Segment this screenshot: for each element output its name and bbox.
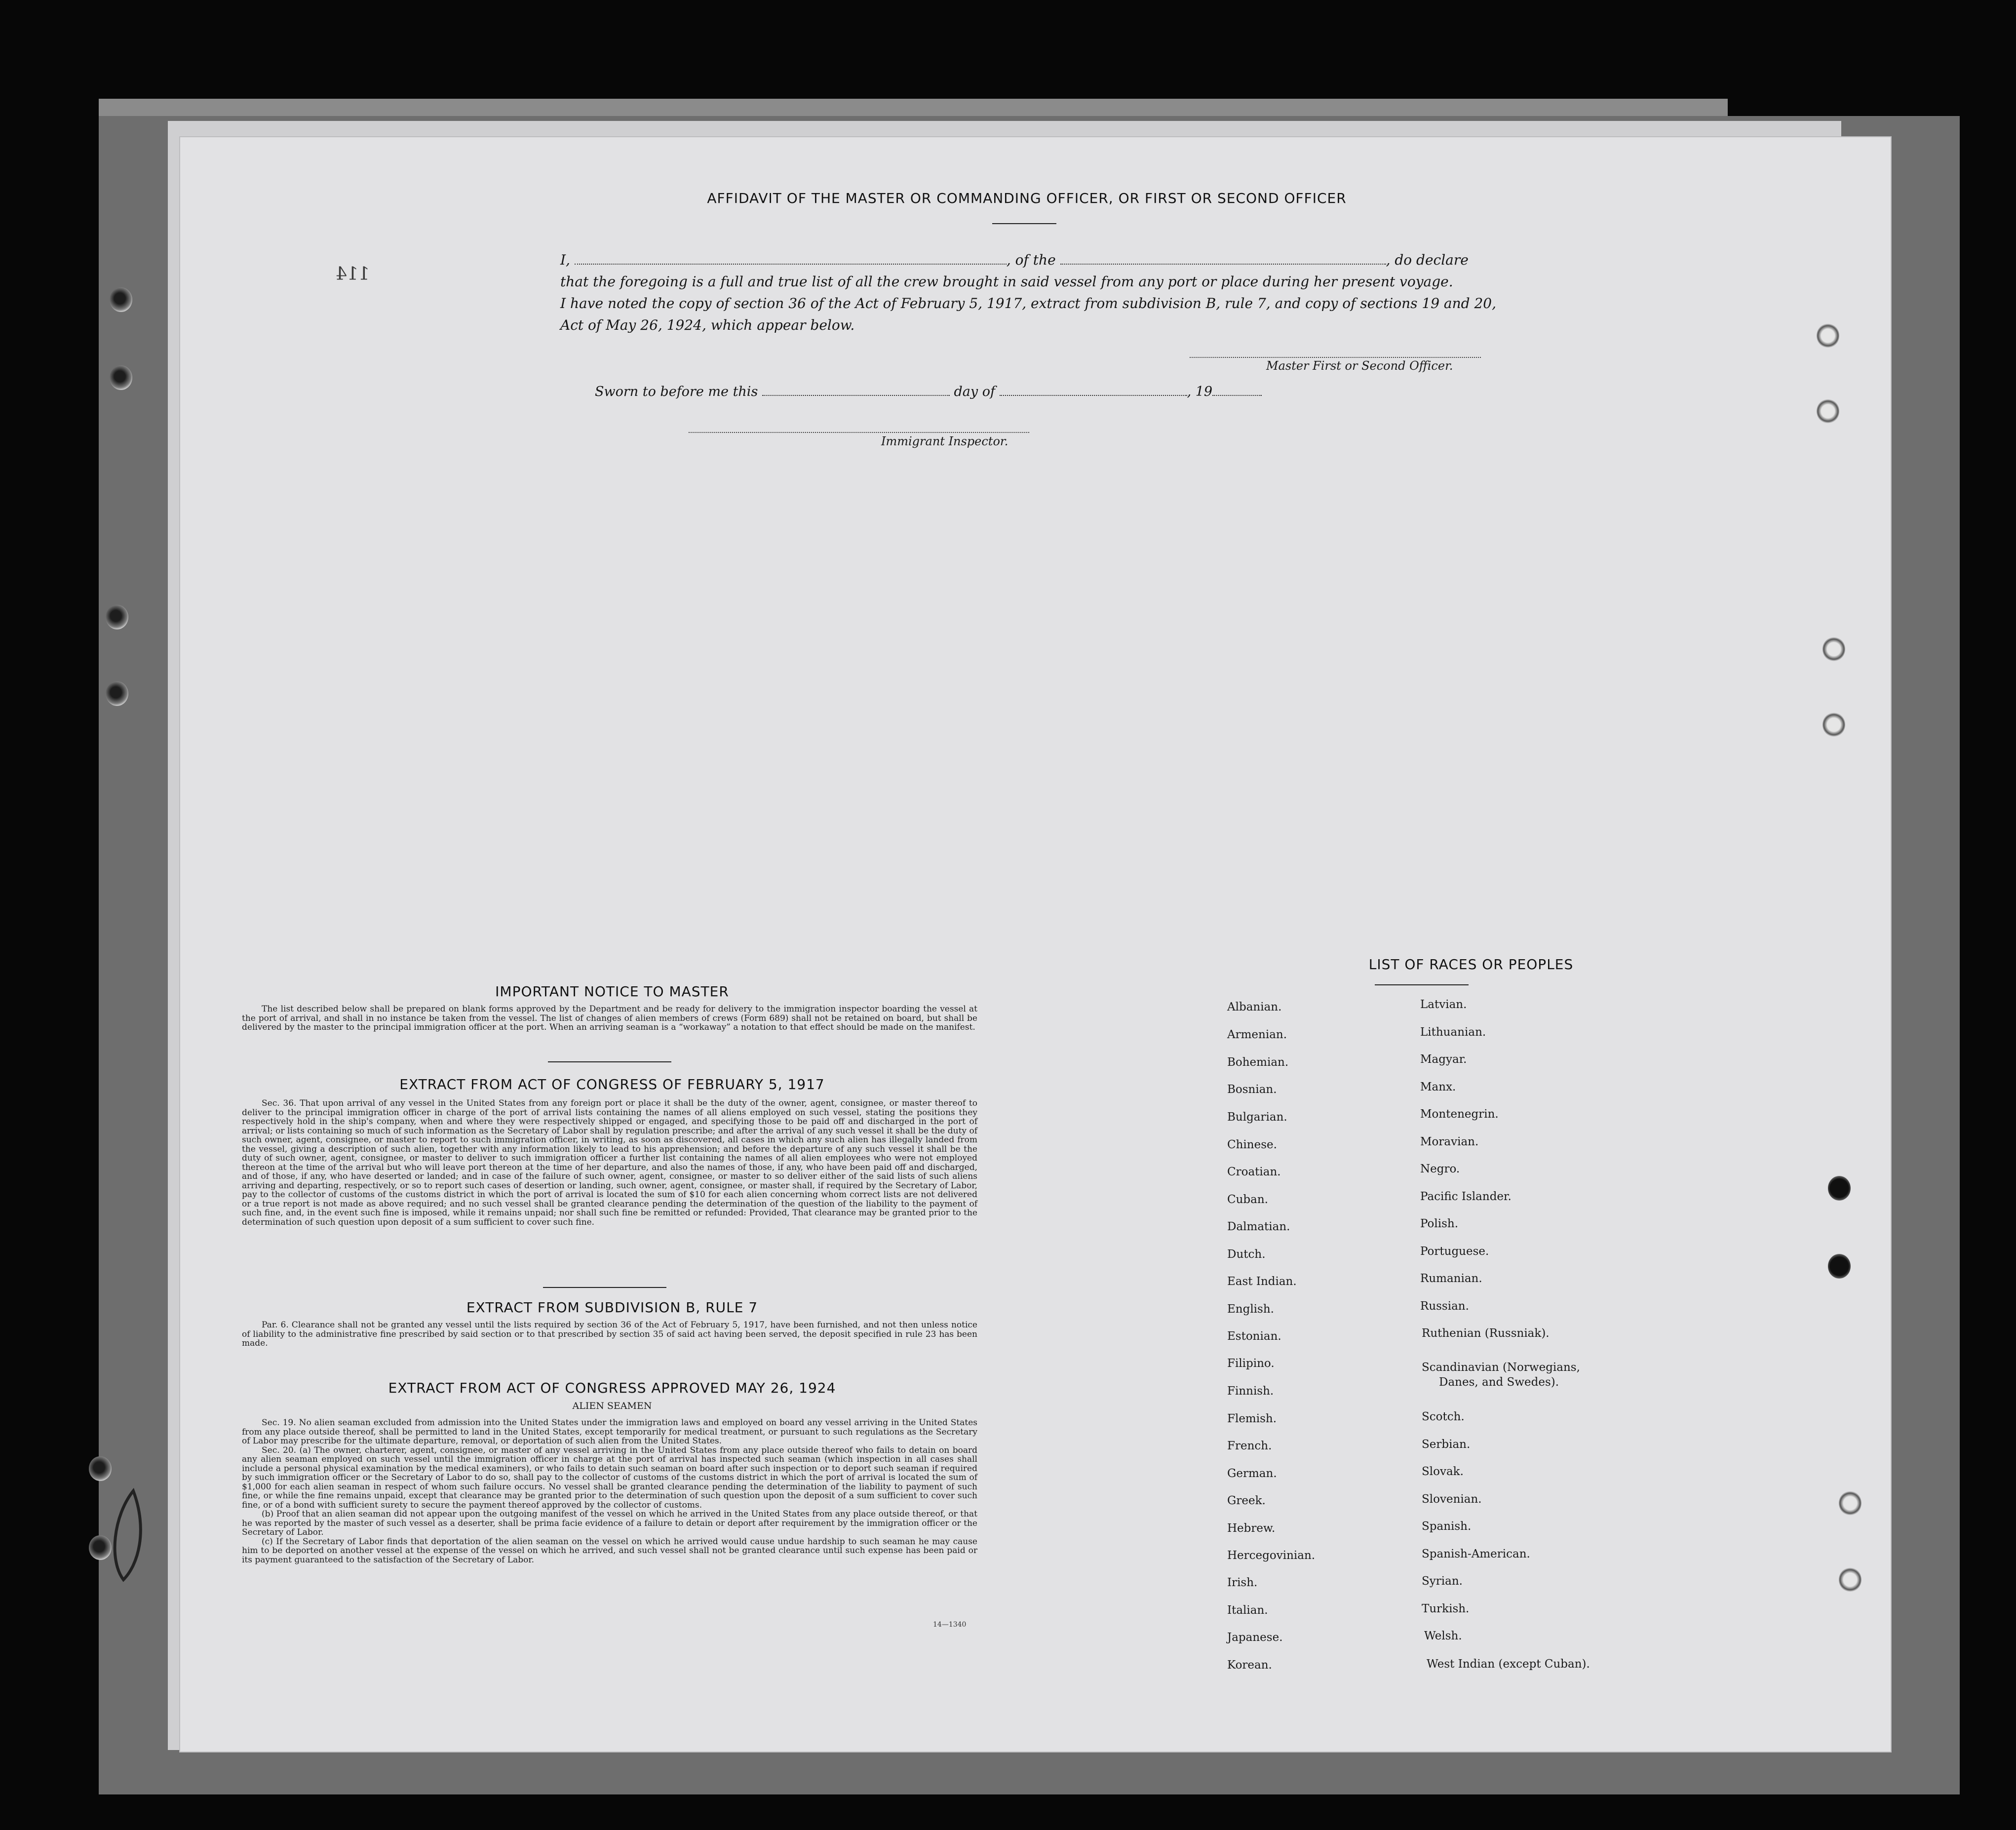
race-item: Dalmatian. xyxy=(1227,1220,1290,1233)
race-item: Serbian. xyxy=(1422,1438,1471,1451)
alien-seamen-subtitle: ALIEN SEAMEN xyxy=(572,1401,652,1411)
inspector-label: Immigrant Inspector. xyxy=(881,434,1008,448)
inspector-signature-line[interactable] xyxy=(689,432,1029,433)
declaration-i: I, xyxy=(560,252,570,268)
declaration-of-the: , of the xyxy=(1006,252,1056,268)
race-item: Albanian. xyxy=(1227,1001,1282,1013)
declaration-line-4: Act of May 26, 1924, which appear below. xyxy=(560,317,855,333)
race-item: Latvian. xyxy=(1420,998,1467,1011)
declaration-line-3: I have noted the copy of section 36 of the Act of February 5, 1917, extract from subdivision B, rule 7, and copy of sections 19 and 20, xyxy=(560,295,1497,311)
race-item: Greek. xyxy=(1227,1494,1266,1507)
sworn-month-field[interactable] xyxy=(1000,387,1187,396)
race-item: Filipino. xyxy=(1227,1357,1275,1370)
vessel-field[interactable] xyxy=(1060,255,1386,265)
binding-hole xyxy=(1828,1254,1851,1279)
binding-hole xyxy=(1822,712,1845,737)
race-item: Scotch. xyxy=(1422,1410,1465,1423)
race-item: Bosnian. xyxy=(1227,1083,1277,1096)
affidavit-declaration xyxy=(560,249,1498,336)
rule7-text xyxy=(242,1321,977,1348)
race-item: Spanish. xyxy=(1422,1520,1472,1533)
binding-hole xyxy=(1817,323,1839,348)
race-item: Irish. xyxy=(1227,1576,1258,1589)
declaration-line-1 xyxy=(560,249,1498,271)
sworn-line xyxy=(595,384,1262,399)
race-item: Negro. xyxy=(1420,1163,1460,1175)
declaration-do-declare: , do declare xyxy=(1386,252,1469,268)
form-number: 14—1340 xyxy=(933,1621,967,1629)
binding-hole xyxy=(110,287,132,312)
extract-1917-title: EXTRACT FROM ACT OF CONGRESS OF FEBRUARY 5, 1917 xyxy=(399,1076,825,1092)
race-item: Italian. xyxy=(1227,1604,1268,1617)
binding-hole xyxy=(106,681,128,706)
race-item: Montenegrin. xyxy=(1420,1108,1499,1121)
binding-hole xyxy=(106,605,128,629)
race-item: Turkish. xyxy=(1422,1602,1470,1615)
extract-1924-text xyxy=(242,1418,977,1564)
sec20a-paragraph: Sec. 20. (a) The owner, charterer, agent, consignee, or master of any vessel arriving in the United States from any place outside thereof who fails to detain on board any alien seaman employed on such vessel until the immigration officer in charge at the port of arrival has inspected such seaman (which inspection in all cases shall include a personal physical examination by the medical examiners), or who fails to detain such seaman on board after such inspection or to deport such seaman if required by such immigration officer or the Secretary of Labor to do so, shall pay to the collector of customs of the customs district in which the port of arrival is located the sum of $1,000 for each alien seaman in respect of whom such failure occurs. No vessel shall be granted clearance pending the determination of the liability to payment of such fine, or while the fine remains unpaid, except that clearance may be granted prior to the determination of such question upon the deposit of a sum sufficient to cover such fine, or of a bond with sufficient surety to secure the payment thereof approved by the collector of customs. xyxy=(242,1445,977,1510)
race-item: Welsh. xyxy=(1424,1630,1462,1642)
race-item: Spanish-American. xyxy=(1422,1548,1530,1560)
folio-number: 114 xyxy=(336,264,370,284)
race-item: West Indian (except Cuban). xyxy=(1427,1658,1590,1671)
race-item: Slovak. xyxy=(1422,1465,1464,1478)
binding-hole xyxy=(110,365,132,390)
race-item: Moravian. xyxy=(1420,1135,1479,1148)
title-rule xyxy=(992,223,1056,224)
race-item: Slovenian. xyxy=(1422,1493,1482,1506)
extract-1917-text xyxy=(242,1099,977,1227)
extract-1917-paragraph: Sec. 36. That upon arrival of any vessel in the United States from any foreign port or place it shall be the duty of the owner, agent, consignee, or master thereof to deliver to the principal immigration officer in charge of the port of arrival lists containing the names of all aliens employed on such vessel, stating the positions they respectively hold in the ship's company, when and where they were respectively shipped or engaged, and specifying those to be paid off and discharged in the port of arrival; or lists containing so much of such information as the Secretary of Labor shall by regulation prescribe; and after the arrival of any such vessel it shall be the duty of such owner, agent, consignee, or master to report to such immigration officer, in writing, as soon as discovered, all cases in which any such alien has illegally landed from the vessel, giving a description of such alien, together with any information likely to lead to his apprehension; and before the departure of any such vessel it shall be the duty of such owner, agent, consignee, or master to deliver to such immigration officer a further list containing the names of all alien employees who were not employed thereon at the time of the arrival but who will leave port thereon at the time of her departure, and also the names of those, if any, who have been paid off and discharged, and of those, if any, who have deserted or landed; and in case of the failure of such owner, agent, consignee, or master to so deliver either of the said lists of such aliens arriving and departing, respectively, or so to report such cases of desertion or landing, such owner, agent, consignee, or master shall, if required by the Secretary of Labor, pay to the collector of customs of the customs district in which the port of arrival is located the sum of $10 for each alien concerning whom correct lists are not delivered or a true report is not made as above required; and no such vessel shall be granted clearance pending the determination of the question of the liability to the payment of such fine, and, in the event such fine is imposed, while it remains unpaid; nor shall such fine be remitted or refunded: Provided, That clearance may be granted prior to the determination of such question upon deposit of a sum sufficient to cover such fine. xyxy=(242,1098,977,1227)
races-title-rule xyxy=(1375,984,1469,985)
race-item: Armenian. xyxy=(1227,1028,1287,1041)
race-item: Hebrew. xyxy=(1227,1522,1276,1535)
name-field[interactable] xyxy=(575,255,1007,265)
race-item: Ruthenian (Russniak). xyxy=(1422,1327,1550,1340)
race-item: Lithuanian. xyxy=(1420,1026,1486,1039)
master-signature-line[interactable] xyxy=(1190,357,1481,358)
race-item: Bulgarian. xyxy=(1227,1111,1287,1124)
sworn-day-field[interactable] xyxy=(762,387,950,396)
rule7-title: EXTRACT FROM SUBDIVISION B, RULE 7 xyxy=(466,1299,758,1316)
affidavit-title: AFFIDAVIT OF THE MASTER OR COMMANDING OFFICER, OR FIRST OR SECOND OFFICER xyxy=(707,190,1347,206)
binding-hole xyxy=(1822,637,1845,662)
race-item: Portuguese. xyxy=(1420,1245,1489,1258)
binding-hole xyxy=(1839,1567,1861,1592)
section-rule xyxy=(543,1287,666,1288)
race-item: Dutch. xyxy=(1227,1248,1266,1261)
master-signature-label: Master First or Second Officer. xyxy=(1266,359,1453,373)
sworn-day-label: day of xyxy=(954,384,995,399)
race-item: Danes, and Swedes). xyxy=(1439,1376,1559,1389)
sec19-paragraph: Sec. 19. No alien seaman excluded from admission into the United States under the immigration laws and employed on board any vessel arriving in the United States from any place outside thereof, shall be permitted to land in the United States, except temporarily for medical treatment, or pursuant to such regulations as the Secretary of Labor may prescribe for the ultimate departure, removal, or deportation of such alien from the United States. xyxy=(242,1418,977,1446)
notice-text xyxy=(242,1005,977,1032)
extract-1924-title: EXTRACT FROM ACT OF CONGRESS APPROVED MAY 26, 1924 xyxy=(388,1380,836,1396)
notice-paragraph: The list described below shall be prepared on blank forms approved by the Department and be ready for delivery to the immigration inspector boarding the vessel at the port of arrival, and shall in no instance be taken from the vessel. The list of changes of alien members of crews (Form 689) shall not be retained on board, but shall be delivered by the master to the principal immigration officer at the port. When an arriving seaman is a “workaway” a notation to that effect should be made on the manifest. xyxy=(242,1004,977,1032)
race-item: Cuban. xyxy=(1227,1193,1268,1206)
declaration-line-2: that the foregoing is a full and true list of all the crew brought in said vessel from any port or place during her present voyage. xyxy=(560,273,1453,290)
binding-hole xyxy=(1817,399,1839,424)
race-item: Croatian. xyxy=(1227,1166,1281,1178)
notice-title: IMPORTANT NOTICE TO MASTER xyxy=(495,983,729,1000)
section-rule xyxy=(548,1061,671,1062)
race-item: Magyar. xyxy=(1420,1053,1467,1066)
race-item: Finnish. xyxy=(1227,1385,1274,1398)
race-item: French. xyxy=(1227,1440,1272,1452)
race-item: Chinese. xyxy=(1227,1138,1277,1151)
race-item: Scandinavian (Norwegians, xyxy=(1422,1361,1580,1374)
race-item: Estonian. xyxy=(1227,1330,1281,1343)
pencil-mark xyxy=(104,1486,163,1590)
binding-hole xyxy=(1828,1176,1851,1201)
sworn-year-label: , 19 xyxy=(1187,384,1213,399)
sworn-prefix: Sworn to before me this xyxy=(595,384,758,399)
race-item: Japanese. xyxy=(1227,1631,1283,1644)
sec20c-paragraph: (c) If the Secretary of Labor finds that deportation of the alien seaman on the vessel on which he arrived would cause undue hardship to such seaman he may cause him to be deported on another vessel at the expense of the vessel on which he arrived, and such vessel shall not be granted clearance until such expense has been paid or its payment guaranteed to the satisfaction of the Secretary of Labor. xyxy=(242,1536,977,1565)
race-item: Korean. xyxy=(1227,1659,1272,1672)
race-item: German. xyxy=(1227,1467,1277,1480)
sec20b-paragraph: (b) Proof that an alien seaman did not appear upon the outgoing manifest of the vessel on which he arrived in the United States from any place outside thereof, or that he was reported by the master of such vessel as a deserter, shall be prima facie evidence of a failure to detain or deport after requirement by the immigration officer or the Secretary of Labor. xyxy=(242,1509,977,1537)
race-item: East Indian. xyxy=(1227,1275,1297,1288)
race-item: Syrian. xyxy=(1422,1575,1463,1588)
race-item: Manx. xyxy=(1420,1081,1456,1093)
races-title: LIST OF RACES OR PEOPLES xyxy=(1368,956,1574,973)
race-item: Pacific Islander. xyxy=(1420,1190,1512,1203)
race-item: Flemish. xyxy=(1227,1412,1277,1425)
race-item: English. xyxy=(1227,1303,1274,1316)
sworn-year-field[interactable] xyxy=(1212,387,1262,396)
race-item: Russian. xyxy=(1420,1300,1469,1313)
race-item: Rumanian. xyxy=(1420,1272,1482,1285)
race-item: Hercegovinian. xyxy=(1227,1549,1316,1562)
rule7-paragraph: Par. 6. Clearance shall not be granted any vessel until the lists required by section 36 of the Act of February 5, 1917, have been furnished, and not then unless notice of liability to the administrative fine prescribed by said section or to that prescribed by section 35 of said act having been served, the deposit specified in rule 23 has been made. xyxy=(242,1320,977,1348)
binding-hole xyxy=(1839,1491,1861,1516)
binding-hole xyxy=(89,1456,112,1481)
race-item: Polish. xyxy=(1420,1217,1459,1230)
race-item: Bohemian. xyxy=(1227,1056,1289,1069)
